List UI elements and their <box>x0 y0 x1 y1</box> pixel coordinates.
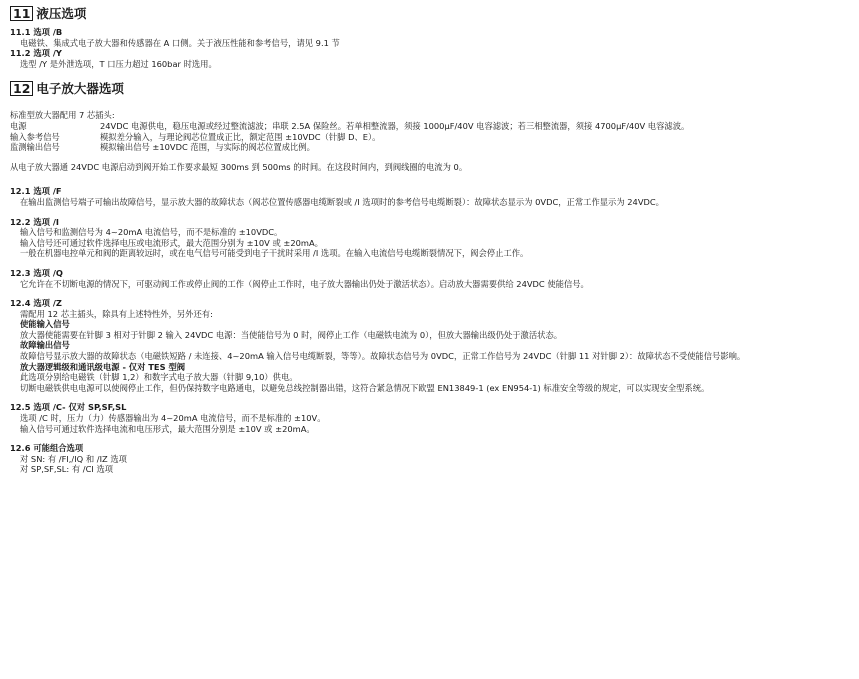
sub-heading: 使能输入信号 <box>20 319 70 330</box>
paragraph: 一般在机器电控单元和阀的距离较远时，或在电气信号可能受到电子干扰时采用 /I 选项。在输入电流信号电缆断裂情况下，阀会停止工作。 <box>20 248 529 259</box>
section-12-heading <box>10 81 849 96</box>
paragraph: 放大器使能需要在针脚 3 相对于针脚 2 输入 24VDC 电源：当使能信号为 0 时，阀停止工作（电磁铁电流为 0），但放大器输出级仍处于激活状态。 <box>20 329 563 340</box>
paragraph: 输入信号和监测信号为 4~20mA 电流信号，而不是标准的 ±10VDC。 <box>20 227 283 238</box>
sub-heading: 放大器逻辑级和通讯级电源 - 仅对 TES 型阀 <box>20 361 186 372</box>
subsection-heading: 12.5 选项 /C- 仅对 SP,SF,SL <box>10 402 127 413</box>
paragraph: 它允许在不切断电源的情况下，可驱动阀工作或停止阀的工作（阀停止工作时，电子放大器输出仍处于激活状态）。启动放大器需要供给 24VDC 使能信号。 <box>20 278 589 289</box>
subsection-heading: 12.6 可能组合选项 <box>10 443 84 454</box>
subsection-heading: 12.4 选项 /Z <box>10 298 62 309</box>
paragraph: 需配用 12 芯主插头，除具有上述特性外，另外还有: <box>20 308 213 319</box>
paragraph: 故障信号显示放大器的故障状态（电磁铁短路 / 未连接、4~20mA 输入信号电缆断裂，等等）。故障状态信号为 0VDC，正常工作信号为 24VDC（针脚 11 对针脚 2）：故障状态不受使能信号影响。 <box>20 351 746 362</box>
spec-table <box>10 121 849 153</box>
subsection-heading: 11.1 选项 /B <box>10 27 63 37</box>
paragraph: 输入信号还可通过软件选择电压或电流形式，最大范围分别为 ±10V 或 ±20mA。 <box>20 237 323 248</box>
section-title: 液压选项 <box>36 6 87 21</box>
paragraph: 从电子放大器通 24VDC 电源启动到阀开始工作要求最短 300ms 到 500ms 的时间。在这段时间内，到阀线圈的电流为 0。 <box>10 161 468 172</box>
subsection-heading: 11.2 选项 /Y <box>10 48 62 59</box>
spec-key: 监测输出信号 <box>10 142 60 153</box>
section-number: 12 <box>10 81 33 96</box>
document <box>10 6 849 475</box>
paragraph: 选项 /C 时，压力（力）传感器输出为 4~20mA 电流信号，而不是标准的 ±10V。 <box>20 413 326 424</box>
paragraph: 对 SN: 有 /FI,/IQ 和 /IZ 选项 <box>20 453 127 464</box>
paragraph: 对 SP,SF,SL: 有 /CI 选项 <box>20 464 114 475</box>
paragraph: 此选项分别给电磁铁（针脚 1,2）和数字式电子放大器（针脚 9,10）供电。 <box>20 372 298 383</box>
section-11-heading <box>10 6 849 21</box>
paragraph: 在输出监测信号端子可输出故障信号，显示放大器的故障状态（阀芯位置传感器电缆断裂或 /I 选项时的参考信号电缆断裂）：故障状态显示为 0VDC，正常工作显示为 24VDC。 <box>20 196 664 207</box>
spec-value: 24VDC 电源供电，稳压电源或经过整流滤波；串联 2.5A 保险丝。若单相整流器，须接 1000μF/40V 电容滤波；若三相整流器，须接 4700μF/40V 电容滤波。 <box>100 120 690 131</box>
spec-key: 输入参考信号 <box>10 131 60 142</box>
paragraph: 切断电磁铁供电电源可以使阀停止工作，但仍保持数字电路通电，以避免总线控制器出错，这符合紧急情况下欧盟 EN13849-1 (ex EN954-1) 标准安全等级的规定，可以实现安全型系统。 <box>20 382 710 393</box>
section-title: 电子放大器选项 <box>36 81 124 97</box>
paragraph: 标准型放大器配用 7 芯插头: <box>10 110 115 121</box>
spec-value: 模拟输出信号 ±10VDC 范围，与实际的阀芯位置成比例。 <box>100 142 315 153</box>
spec-value: 模拟差分输入，与理论阀芯位置成正比，额定范围 ±10VDC（针脚 D、E）。 <box>100 131 381 142</box>
subsection-heading: 12.3 选项 /Q <box>10 267 63 278</box>
paragraph: 电磁铁、集成式电子放大器和传感器在 A 口侧。关于液压性能和参考信号，请见 9.1 节 <box>20 37 340 48</box>
section-number: 11 <box>10 6 33 21</box>
sub-heading: 故障输出信号 <box>20 340 70 351</box>
subsection-heading: 12.1 选项 /F <box>10 186 62 197</box>
paragraph: 输入信号可通过软件选择电流和电压形式，最大范围分别是 ±10V 或 ±20mA。 <box>20 423 315 434</box>
paragraph: 选型 /Y 是外泄选项，T 口压力超过 160bar 时选用。 <box>20 58 217 69</box>
subsection-heading: 12.2 选项 /I <box>10 216 59 227</box>
spec-key: 电源 <box>10 120 27 131</box>
